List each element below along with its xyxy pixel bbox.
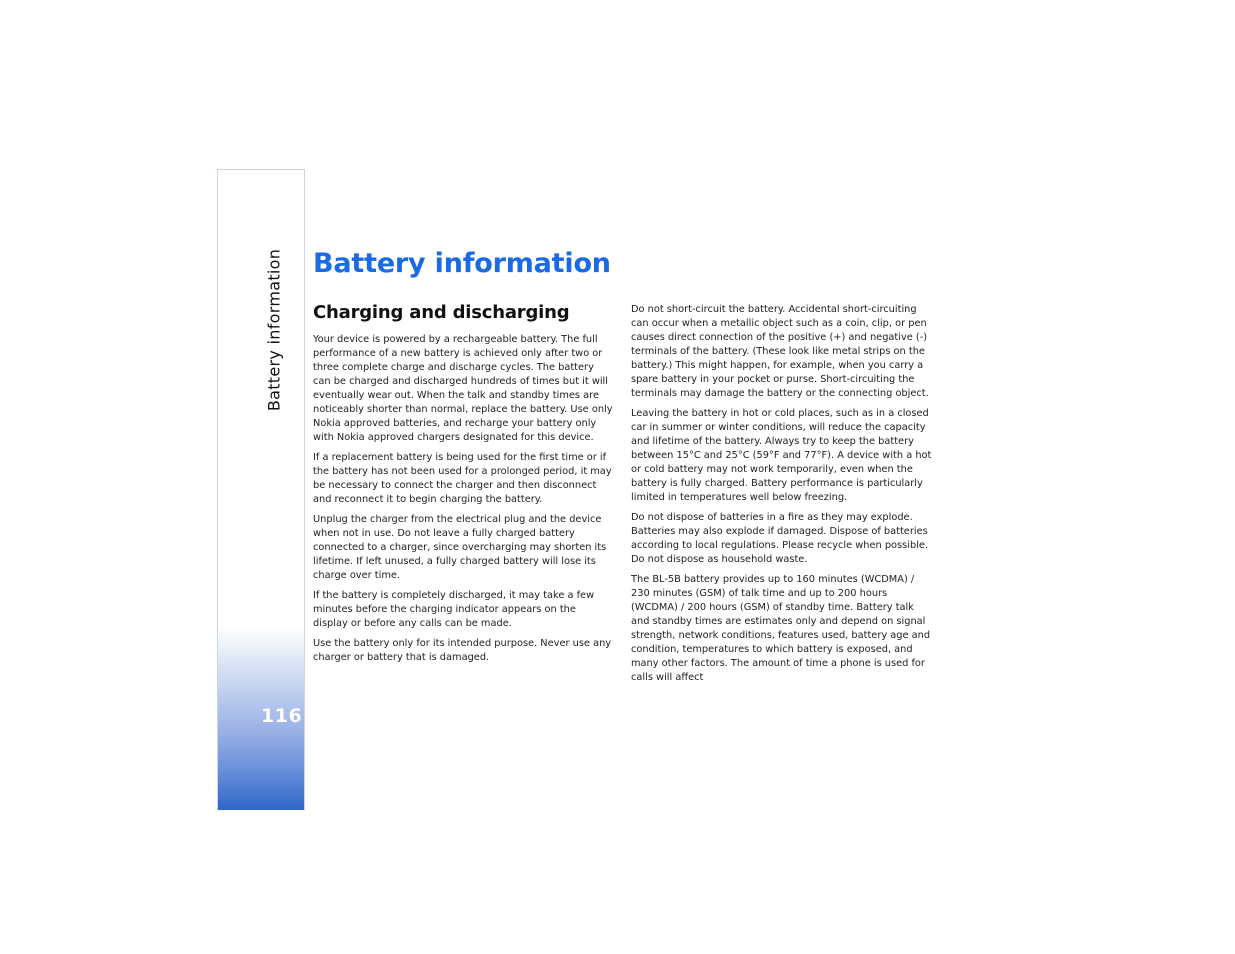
paragraph: Do not dispose of batteries in a fire as they may explode. Batteries may also explode if damaged. Dispose of batteries according to local regulations. Please recycle when possible. Do not dispose as household waste.	[631, 512, 929, 565]
paragraph: Leaving the battery in hot or cold places, such as in a closed car in summer or winter conditions, will reduce the capacity and lifetime of the battery. Always try to keep the battery between 15°C and 25°C (59°F and 77°F). A device with a hot or cold battery may not work temporarily, even when the battery is fully charged. Battery performance is particularly limited in temperatures well below freezing.	[631, 408, 932, 503]
paragraph: If the battery is completely discharged, it may take a few minutes before the charging indicator appears on the display or before any calls can be made.	[313, 590, 595, 629]
paragraph: Unplug the charger from the electrical plug and the device when not in use. Do not leave a fully charged battery connected to a charger, since overcharging may shorten its lifetime. If left unused, a fully charged battery will lose its charge over time.	[313, 514, 607, 581]
side-tab-title: Battery information	[264, 248, 284, 412]
section-heading: Charging and discharging	[313, 302, 570, 323]
page-number: 116	[261, 705, 303, 727]
paragraph: Do not short-circuit the battery. Accidental short-circuiting can occur when a metallic object such as a coin, clip, or pen causes direct connection of the positive (+) and negative (-) terminals of the battery. (These look like metal strips on the battery.) This might happen, for example, when you carry a spare battery in your pocket or purse. Short-circuiting the terminals may damage the battery or the connecting object.	[631, 304, 929, 399]
right-column	[631, 303, 933, 691]
left-column	[313, 333, 613, 671]
paragraph: Use the battery only for its intended purpose. Never use any charger or battery that is damaged.	[313, 638, 612, 663]
page-title: Battery information	[313, 248, 611, 279]
paragraph: Your device is powered by a rechargeable battery. The full performance of a new battery is achieved only after two or three complete charge and discharge cycles. The battery can be charged and discharged hundreds of times but it will eventually wear out. When the talk and standby times are noticeably shorter than normal, replace the battery. Use only Nokia approved batteries, and recharge your battery only with Nokia approved chargers designated for this device.	[313, 334, 613, 443]
paragraph: If a replacement battery is being used for the first time or if the battery has not been used for a prolonged period, it may be necessary to connect the charger and then disconnect and reconnect it to begin charging the battery.	[313, 452, 612, 505]
paragraph: The BL-5B battery provides up to 160 minutes (WCDMA) / 230 minutes (GSM) of talk time and up to 200 hours (WCDMA) / 200 hours (GSM) of standby time. Battery talk and standby times are estimates only and depend on signal strength, network conditions, features used, battery age and condition, temperatures to which battery is exposed, and many other factors. The amount of time a phone is used for calls will affect	[631, 574, 931, 683]
